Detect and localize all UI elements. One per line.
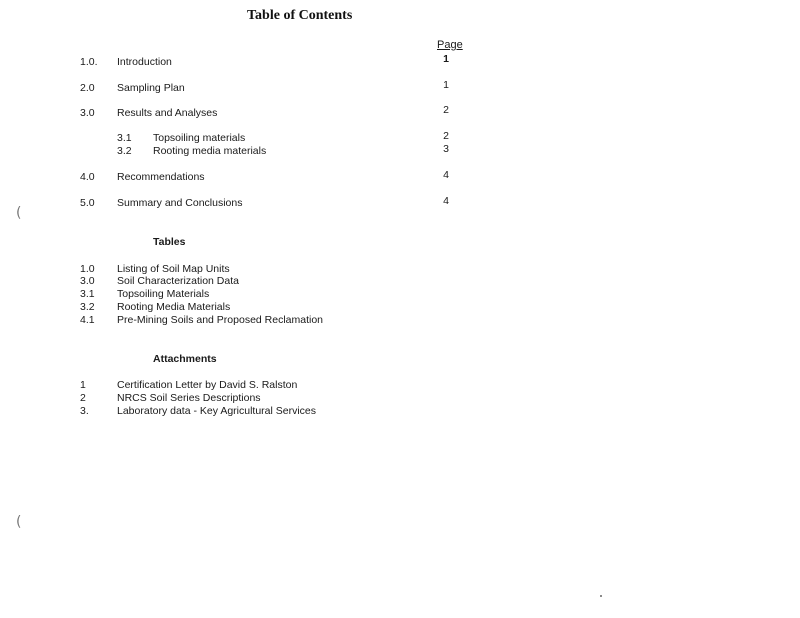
table-entry: Listing of Soil Map Units: [117, 263, 230, 275]
table-entry: Topsoiling Materials: [117, 288, 210, 300]
toc-page-number: 1: [443, 79, 449, 91]
tables-heading: Tables: [153, 236, 186, 248]
scan-speck: [600, 595, 602, 597]
toc-entry-summary: Summary and Conclusions: [117, 197, 243, 209]
table-number: 1.0: [80, 263, 95, 275]
toc-number: 4.0: [80, 171, 95, 183]
table-number: 3.1: [80, 288, 95, 300]
table-number: 3.0: [80, 275, 95, 287]
page-title: Table of Contents: [247, 8, 353, 23]
attachment-number: 2: [80, 392, 86, 404]
toc-number: 2.0: [80, 82, 95, 94]
attachment-number: 3.: [80, 405, 89, 417]
toc-subsection-number: 3.2: [117, 145, 132, 157]
table-entry: Pre-Mining Soils and Proposed Reclamation: [117, 314, 324, 326]
toc-page-number: 4: [443, 195, 449, 207]
table-entry: Soil Characterization Data: [117, 275, 239, 287]
attachment-entry: NRCS Soil Series Descriptions: [117, 392, 261, 404]
toc-entry-sampling-plan: Sampling Plan: [117, 82, 185, 94]
toc-page-number: 2: [443, 130, 449, 142]
toc-page-number: 3: [443, 143, 449, 155]
toc-page-number: 1: [443, 53, 449, 65]
toc-page-number: 4: [443, 169, 449, 181]
toc-subsection-number: 3.1: [117, 132, 132, 144]
attachment-entry: Laboratory data - Key Agricultural Services: [117, 405, 317, 417]
toc-number: 5.0: [80, 197, 95, 209]
toc-entry-introduction: Introduction: [117, 56, 172, 68]
punch-hole-mark: (: [16, 205, 22, 221]
attachment-entry: Certification Letter by David S. Ralston: [117, 379, 298, 391]
toc-subsection-topsoiling: Topsoiling materials: [153, 132, 246, 144]
toc-entry-results: Results and Analyses: [117, 107, 218, 119]
attachment-number: 1: [80, 379, 86, 391]
table-entry: Rooting Media Materials: [117, 301, 231, 313]
attachments-heading: Attachments: [153, 353, 217, 365]
punch-hole-mark: (: [16, 514, 22, 530]
toc-number: 3.0: [80, 107, 95, 119]
toc-number: 1.0.: [80, 56, 98, 68]
page-column-header: Page: [437, 39, 463, 51]
toc-page-number: 2: [443, 104, 449, 116]
toc-subsection-rooting-media: Rooting media materials: [153, 145, 267, 157]
table-number: 4.1: [80, 314, 95, 326]
table-number: 3.2: [80, 301, 95, 313]
toc-entry-recommendations: Recommendations: [117, 171, 205, 183]
